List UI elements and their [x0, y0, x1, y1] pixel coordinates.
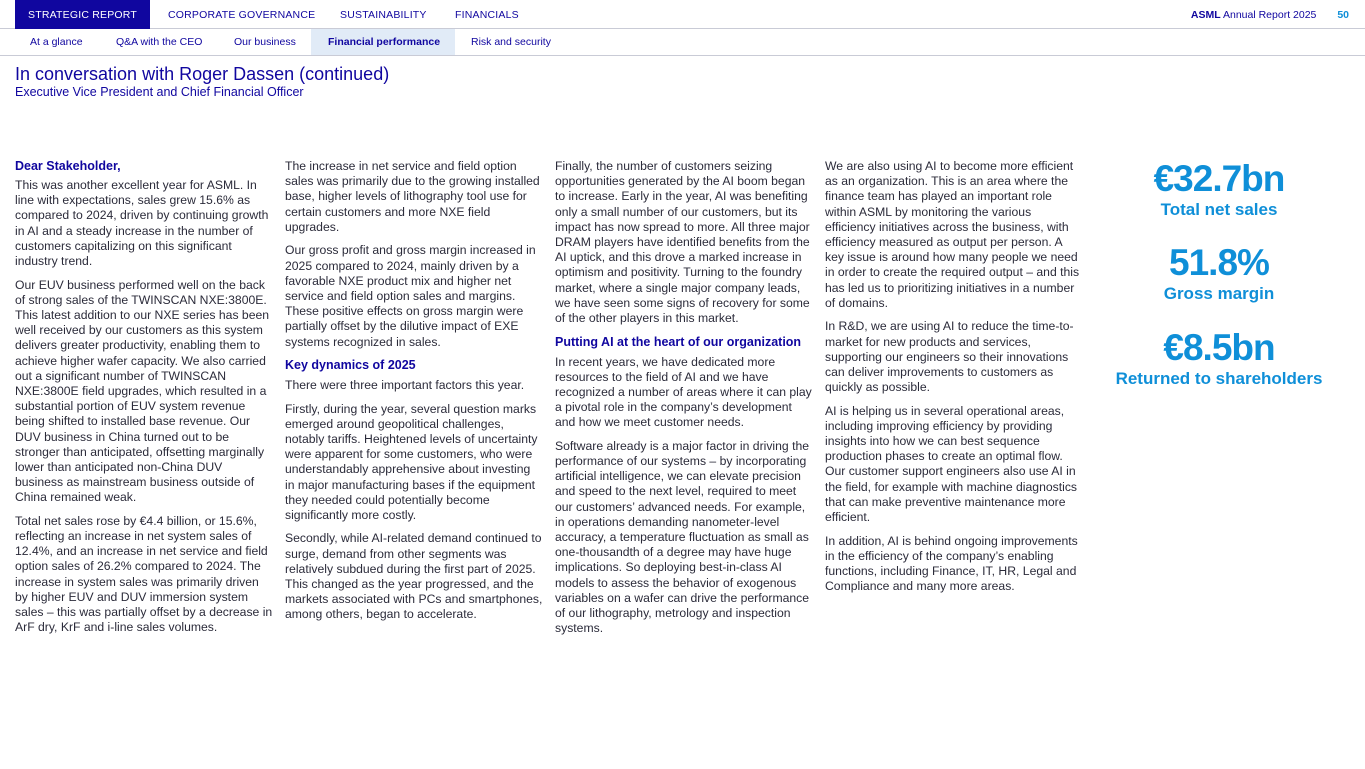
subnav-at-a-glance[interactable]: At a glance	[30, 36, 83, 48]
tab-strategic-report[interactable]: STRATEGIC REPORT	[15, 0, 150, 29]
kpi-total-net-sales	[1100, 159, 1338, 220]
kpi-label: Returned to shareholders	[1115, 369, 1323, 388]
page-subtitle: Executive Vice President and Chief Financial Officer	[15, 85, 304, 99]
paragraph: This was another excellent year for ASML. In line with expectations, sales grew 15.6% as compared to 2024, driven by continuing growth in AI and a steady increase in the number of customers capitalizing on this significant industry trend.	[15, 178, 269, 269]
kpi-label: Gross margin	[1163, 284, 1275, 303]
kpi-value: €8.5bn	[1163, 327, 1275, 368]
section-heading-key-dynamics: Key dynamics of 2025	[285, 358, 416, 373]
tab-sustainability[interactable]: SUSTAINABILITY	[340, 9, 427, 21]
paragraph: Our gross profit and gross margin increased in 2025 compared to 2024, mainly driven by a favorable NXE product mix and higher net service and field option sales and margins. These positive effects on gross margin were partially offset by the dilutive impact of EXE systems recognized in sales.	[285, 243, 536, 349]
page-number: 50	[1337, 9, 1349, 21]
report-title: Annual Report 2025	[1222, 9, 1317, 21]
paragraph: Firstly, during the year, several question marks emerged around geopolitical challenges, notably tariffs. Heightened levels of uncertainty were apparent for some customers, who were understandably apprehensive about investing in major manufacturing bases if the equipment they needed could potentially become significantly more costly.	[285, 401, 538, 522]
paragraph: Software already is a major factor in driving the performance of our systems – by incorporating artificial intelligence, we can elevate precision and speed to the next level, required to meet our customers’ advanced needs. For example, in operations demanding nanometer-level accuracy, a temperature fluctuation as small as one-thousandth of a degree may have huge implications. So deploying best-in-class AI models to assess the behavior of exogenous variables on a wafer can drive the performance of our lithography, metrology and inspection systems.	[555, 438, 810, 636]
paragraph: In addition, AI is behind ongoing improvements in the efficiency of the company’s enabling functions, including Finance, IT, HR, Legal and Compliance and many more areas.	[825, 533, 1078, 594]
paragraph: The increase in net service and field option sales was primarily due to the growing installed base, higher levels of lithography tool use for certain customers and more NXE field upgrades.	[285, 159, 540, 234]
kpi-label: Total net sales	[1160, 200, 1278, 219]
text-column-1	[15, 159, 273, 644]
subnav-risk-and-security[interactable]: Risk and security	[471, 36, 551, 48]
report-meta	[1191, 0, 1349, 29]
paragraph: Finally, the number of customers seizing opportunities generated by the AI boom began to increase. Early in the year, AI was benefiting only a small number of our customers, but its impact has now spread to more. All three major DRAM players have identified benefits from the AI uptick, and this drove a marked increase in optimism and positivity. Turning to the foundry market, where a single major company leads, we have seen some signs of recovery for some of the other players in this market.	[555, 159, 810, 326]
kpi-value: 51.8%	[1169, 242, 1269, 283]
paragraph: In recent years, we have dedicated more resources to the field of AI and we have recognized a number of areas where it can play a pivotal role in the company’s development and how we meet customer needs.	[555, 354, 812, 430]
tab-corporate-governance[interactable]: CORPORATE GOVERNANCE	[168, 9, 316, 21]
paragraph: AI is helping us in several operational areas, including improving efficiency by providing insights into how we can best sequence production phases to create an optimal flow. Our customer support engineers also use AI in the field, for example with machine diagnostics that can make preventive maintenance more efficient.	[825, 403, 1078, 525]
paragraph: There were three important factors this year.	[285, 378, 525, 393]
top-navigation	[0, 0, 1365, 29]
paragraph: Total net sales rose by €4.4 billion, or 15.6%, reflecting an increase in net system sales of 12.4%, and an increase in net service and field option sales of 26.2% compared to 2024. The increase in system sales was primarily driven by higher EUV and DUV immersion system sales – this was partially offset by a decrease in ArF dry, KrF and i-line sales volumes.	[15, 513, 273, 635]
subnav-our-business[interactable]: Our business	[234, 36, 296, 48]
text-column-2	[285, 159, 543, 631]
page-title: In conversation with Roger Dassen (continued)	[15, 64, 390, 84]
paragraph: Our EUV business performed well on the back of strong sales of the TWINSCAN NXE:3800E. This latest addition to our NXE series has been well received by our customers as this system delivers greater productivity, enabling them to achieve higher wafer capacity. We also carried out a significant number of TWINSCAN NXE:3800E field upgrades, which resulted in a substantial portion of EUV system revenue being shifted to installed base revenue. Our DUV business in China turned out to be stronger than anticipated, offsetting marginally lower than anticipated non-China DUV business as mainstream business outside of China remained weak.	[15, 277, 270, 505]
kpi-returned-to-shareholders	[1100, 328, 1338, 389]
text-column-4	[825, 159, 1083, 603]
subnav-financial-performance[interactable]: Financial performance	[311, 29, 455, 55]
kpi-value: €32.7bn	[1153, 158, 1285, 199]
section-heading-ai: Putting AI at the heart of our organization	[555, 334, 802, 349]
paragraph: We are also using AI to become more efficient as an organization. This is an area where the finance team has played an important role within ASML by monitoring the various efficiency initiatives across the business, with efficiency measured as output per person. A key issue is around how many people we need in order to create the required output – and this has led us to prioritizing initiatives in a number of domains.	[825, 159, 1080, 310]
brand-name: ASML	[1190, 9, 1221, 21]
subnav-qa-with-ceo[interactable]: Q&A with the CEO	[116, 36, 203, 48]
paragraph: In R&D, we are using AI to reduce the time-to-market for new products and services, supporting our engineers so their innovations can deliver improvements to customers as quickly as possible.	[825, 319, 1074, 395]
paragraph: Secondly, while AI-related demand continued to surge, demand from other segments was relatively subdued during the first part of 2025. This changed as the year progressed, and the markets associated with PCs and smartphones, among others, began to accelerate.	[285, 531, 543, 622]
text-column-3	[555, 159, 813, 645]
tab-financials[interactable]: FINANCIALS	[455, 9, 519, 21]
kpi-gross-margin	[1100, 243, 1338, 304]
greeting-heading: Dear Stakeholder,	[15, 159, 121, 173]
section-navigation	[0, 29, 1365, 56]
